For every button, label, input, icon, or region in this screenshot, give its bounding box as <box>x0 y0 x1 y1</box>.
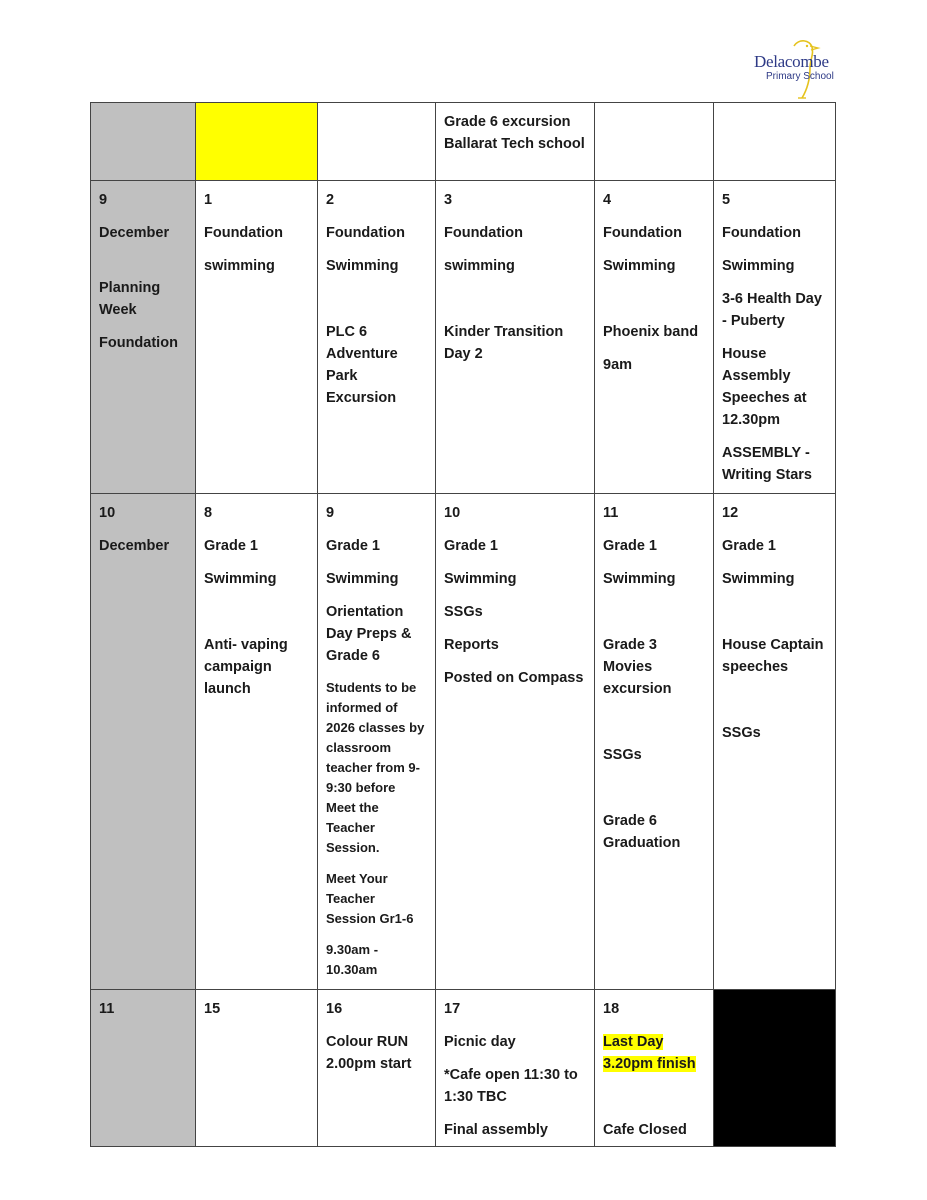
day-number: 17 <box>444 1001 461 1017</box>
event-text: Reports <box>444 637 499 653</box>
week-number: 9 <box>99 192 108 208</box>
event-text: Grade 1 <box>444 538 498 554</box>
day-cell <box>714 103 836 181</box>
event-text: swimming <box>444 258 515 274</box>
event-text: Swimming <box>326 571 399 587</box>
event-text: Grade 1 <box>722 538 776 554</box>
event-text: Swimming <box>722 571 795 587</box>
event-text: House Assembly Speeches at 12.30pm <box>722 346 807 428</box>
event-text: Swimming <box>603 258 676 274</box>
calendar-row <box>91 103 836 181</box>
event-text: Swimming <box>444 571 517 587</box>
week-note: Foundation <box>99 335 178 351</box>
day-cell <box>714 181 836 494</box>
week-month: December <box>99 538 170 554</box>
calendar-row <box>91 181 836 494</box>
day-number: 3 <box>444 192 453 208</box>
week-cell <box>91 494 196 990</box>
day-number: 5 <box>722 192 731 208</box>
event-text: Grade 3 Movies excursion <box>603 637 672 697</box>
event-text: House Captain speeches <box>722 637 824 675</box>
day-cell <box>318 494 436 990</box>
event-text: Foundation <box>722 225 801 241</box>
day-cell <box>318 181 436 494</box>
week-month: December <box>99 225 170 241</box>
day-cell <box>436 990 595 1147</box>
event-text: Phoenix band <box>603 324 699 340</box>
event-text: Posted on Compass <box>444 670 584 686</box>
day-cell <box>595 181 714 494</box>
event-text: 9am <box>603 357 633 373</box>
event-text: Picnic day <box>444 1034 516 1050</box>
event-text: Final assembly <box>444 1122 548 1138</box>
event-text: Kinder Transition Day 2 <box>444 324 564 362</box>
week-number: 11 <box>99 1001 115 1017</box>
day-number: 2 <box>326 192 335 208</box>
event-note: Meet Your Teacher Session Gr1-6 <box>326 871 414 926</box>
week-cell <box>91 181 196 494</box>
event-note: 9.30am - 10.30am <box>326 942 379 977</box>
day-cell <box>595 990 714 1147</box>
logo-subtitle: Primary School <box>766 71 834 82</box>
day-number: 18 <box>603 1001 620 1017</box>
day-cell <box>196 990 318 1147</box>
event-text: Foundation <box>204 225 283 241</box>
event-text: Swimming <box>326 258 399 274</box>
last-day-text: Last Day 3.20pm finish <box>603 1034 696 1072</box>
day-number: 9 <box>326 505 335 521</box>
event-text: Cafe Closed <box>603 1122 687 1138</box>
week-note: Planning Week <box>99 280 161 318</box>
event-text: Grade 1 <box>326 538 380 554</box>
event-text: Swimming <box>722 258 795 274</box>
day-cell <box>436 181 595 494</box>
calendar-table <box>90 102 836 1147</box>
week-cell <box>91 103 196 181</box>
day-cell <box>436 103 595 181</box>
day-number: 8 <box>204 505 213 521</box>
calendar-row <box>91 494 836 990</box>
event-text: swimming <box>204 258 275 274</box>
event-text: Grade 6 Graduation <box>603 813 681 851</box>
day-cell <box>595 494 714 990</box>
day-number: 15 <box>204 1001 221 1017</box>
day-number: 11 <box>603 505 619 521</box>
event-text: Swimming <box>204 571 277 587</box>
event-text: SSGs <box>722 725 761 741</box>
event-text: SSGs <box>444 604 483 620</box>
event-text: Colour RUN 2.00pm start <box>326 1034 412 1072</box>
day-number: 16 <box>326 1001 343 1017</box>
day-cell <box>714 494 836 990</box>
calendar-row <box>91 990 836 1147</box>
day-cell <box>196 494 318 990</box>
day-number: 12 <box>722 505 739 521</box>
event-text: PLC 6 Adventure Park Excursion <box>326 324 398 406</box>
week-number: 10 <box>99 505 116 521</box>
event-text: ASSEMBLY - Writing Stars <box>722 445 812 483</box>
event-text: *Cafe open 11:30 to 1:30 TBC <box>444 1067 578 1105</box>
week-cell <box>91 990 196 1147</box>
event-text: Foundation <box>326 225 405 241</box>
blocked-cell <box>714 990 836 1147</box>
day-cell <box>196 181 318 494</box>
highlighted-event <box>603 1031 705 1075</box>
event-text: SSGs <box>603 747 642 763</box>
event-text: Foundation <box>444 225 523 241</box>
event-text: Grade 1 <box>204 538 258 554</box>
school-logo <box>748 38 848 100</box>
event-text: Orientation Day Preps & Grade 6 <box>326 604 412 664</box>
event-note: Students to be informed of 2026 classes by classroom teacher from 9-9:30 before Meet the Teacher Session. <box>326 680 425 855</box>
day-cell <box>436 494 595 990</box>
event-text: Swimming <box>603 571 676 587</box>
event-text: 3-6 Health Day - Puberty <box>722 291 822 329</box>
event-text: Foundation <box>603 225 682 241</box>
day-cell <box>595 103 714 181</box>
logo-name: Delacombe <box>754 52 829 71</box>
day-cell <box>318 990 436 1147</box>
day-number: 10 <box>444 505 461 521</box>
event-text: Grade 6 excursion Ballarat Tech school <box>444 114 585 152</box>
day-cell <box>196 103 318 181</box>
day-number: 1 <box>204 192 213 208</box>
event-text: Anti- vaping campaign launch <box>204 637 288 697</box>
day-cell <box>318 103 436 181</box>
event-text: Grade 1 <box>603 538 657 554</box>
day-number: 4 <box>603 192 612 208</box>
